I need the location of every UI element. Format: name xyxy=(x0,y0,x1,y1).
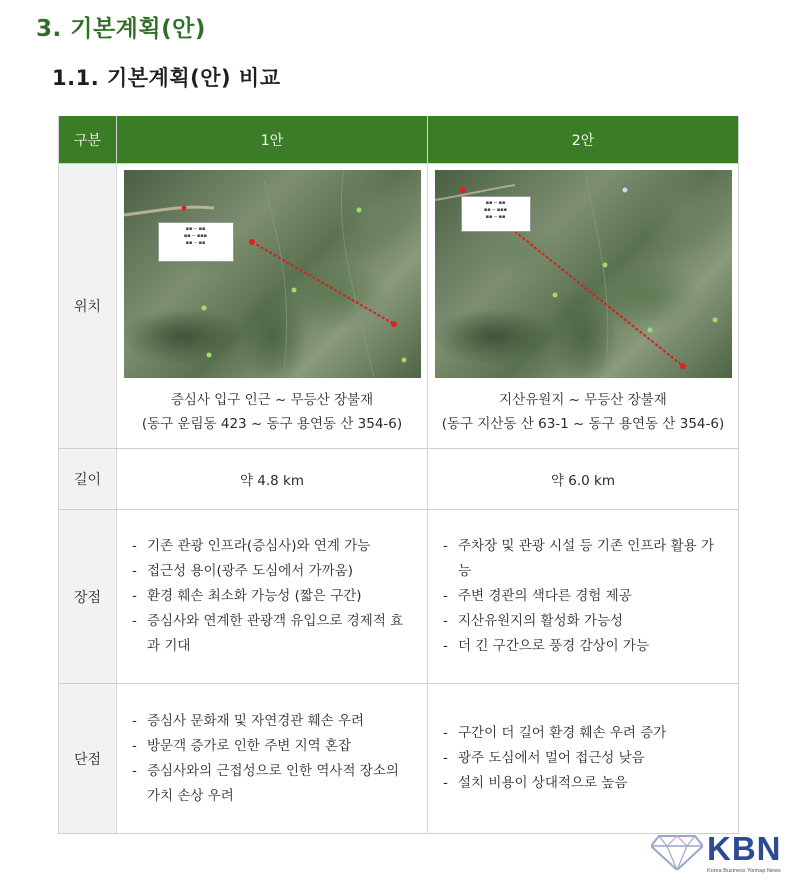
list-item: - 환경 훼손 최소화 가능성 (짧은 구간) xyxy=(132,584,416,609)
plan2-length: 약 6.0 km xyxy=(428,449,739,510)
plan1-map-overlay xyxy=(124,170,421,378)
row-label-cons: 단점 xyxy=(59,684,117,834)
comparison-table xyxy=(58,116,739,834)
plan2-route-map xyxy=(435,170,732,378)
table-row-cons xyxy=(59,684,739,834)
plan2-location-line2: (동구 지산동 산 63-1 ~ 동구 용연동 산 354-6) xyxy=(441,416,725,432)
plan1-pros-cell xyxy=(117,510,428,684)
subsection-title: 1.1. 기본계획(안) 비교 xyxy=(52,66,281,90)
list-item: - 광주 도심에서 멀어 접근성 낮음 xyxy=(443,746,727,771)
kbn-logo-subtitle: Korea Business Yonhap News xyxy=(707,868,781,874)
plan1-route-map xyxy=(124,170,421,378)
plan2-distance-popup: ▪▪ ─ ▪▪ ▪▪ ─ ▪▪▪ ▪▪ ─ ▪▪ xyxy=(461,196,531,232)
header-category: 구분 xyxy=(59,116,117,164)
table-row-location-text xyxy=(59,378,739,449)
list-item: - 더 긴 구간으로 풍경 감상이 가능 xyxy=(443,634,727,659)
list-item: - 증심사와 연계한 관광객 유입으로 경제적 효과 기대 xyxy=(132,609,416,659)
list-item: - 접근성 용이(광주 도심에서 가까움) xyxy=(132,559,416,584)
header-plan1: 1안 xyxy=(117,116,428,164)
row-label-location: 위치 xyxy=(59,164,117,449)
list-item: - 구간이 더 길어 환경 훼손 우려 증가 xyxy=(443,721,727,746)
plan1-pros-list xyxy=(118,534,426,659)
plan1-map-cell xyxy=(117,164,428,379)
plan2-pros-cell xyxy=(428,510,739,684)
plan2-pros-list xyxy=(429,534,737,659)
plan1-location-line2: (동구 운림동 423 ~ 동구 용연동 산 354-6) xyxy=(141,416,403,432)
plan2-cons-list xyxy=(429,721,737,796)
plan2-cons-cell xyxy=(428,684,739,834)
plan1-location-text xyxy=(117,378,428,449)
plan1-cons-cell xyxy=(117,684,428,834)
header-plan2: 2안 xyxy=(428,116,739,164)
row-label-length: 길이 xyxy=(59,449,117,510)
list-item: - 설치 비용이 상대적으로 높음 xyxy=(443,771,727,796)
row-label-pros: 장점 xyxy=(59,510,117,684)
table-row-location-map xyxy=(59,164,739,379)
list-item: - 주변 경관의 색다른 경험 제공 xyxy=(443,584,727,609)
list-item: - 지산유원지의 활성화 가능성 xyxy=(443,609,727,634)
kbn-logo-text: KBN xyxy=(707,830,782,867)
table-header-row xyxy=(59,116,739,164)
list-item: - 증심사와의 근접성으로 인한 역사적 장소의 가치 손상 우려 xyxy=(132,759,416,809)
plan1-location-line1: 증심사 입구 인근 ~ 무등산 장불재 xyxy=(170,392,374,408)
table-row-length xyxy=(59,449,739,510)
list-item: - 기존 관광 인프라(증심사)와 연계 가능 xyxy=(132,534,416,559)
list-item: - 증심사 문화재 및 자연경관 훼손 우려 xyxy=(132,709,416,734)
diamond-icon xyxy=(651,830,703,870)
plan1-length: 약 4.8 km xyxy=(117,449,428,510)
plan2-map-cell xyxy=(428,164,739,379)
plan2-location-text xyxy=(428,378,739,449)
section-title: 3. 기본계획(안) xyxy=(36,16,206,42)
table-row-pros xyxy=(59,510,739,684)
plan1-distance-popup: ▪▪ ─ ▪▪ ▪▪ ─ ▪▪▪ ▪▪ ─ ▪▪ xyxy=(158,222,234,262)
plan1-cons-list xyxy=(118,709,426,809)
list-item: - 방문객 증가로 인한 주변 지역 혼잡 xyxy=(132,734,416,759)
kbn-logo xyxy=(651,828,781,880)
list-item: - 주차장 및 관광 시설 등 기존 인프라 활용 가능 xyxy=(443,534,727,584)
plan2-location-line1: 지산유원지 ~ 무등산 장불재 xyxy=(499,392,667,408)
